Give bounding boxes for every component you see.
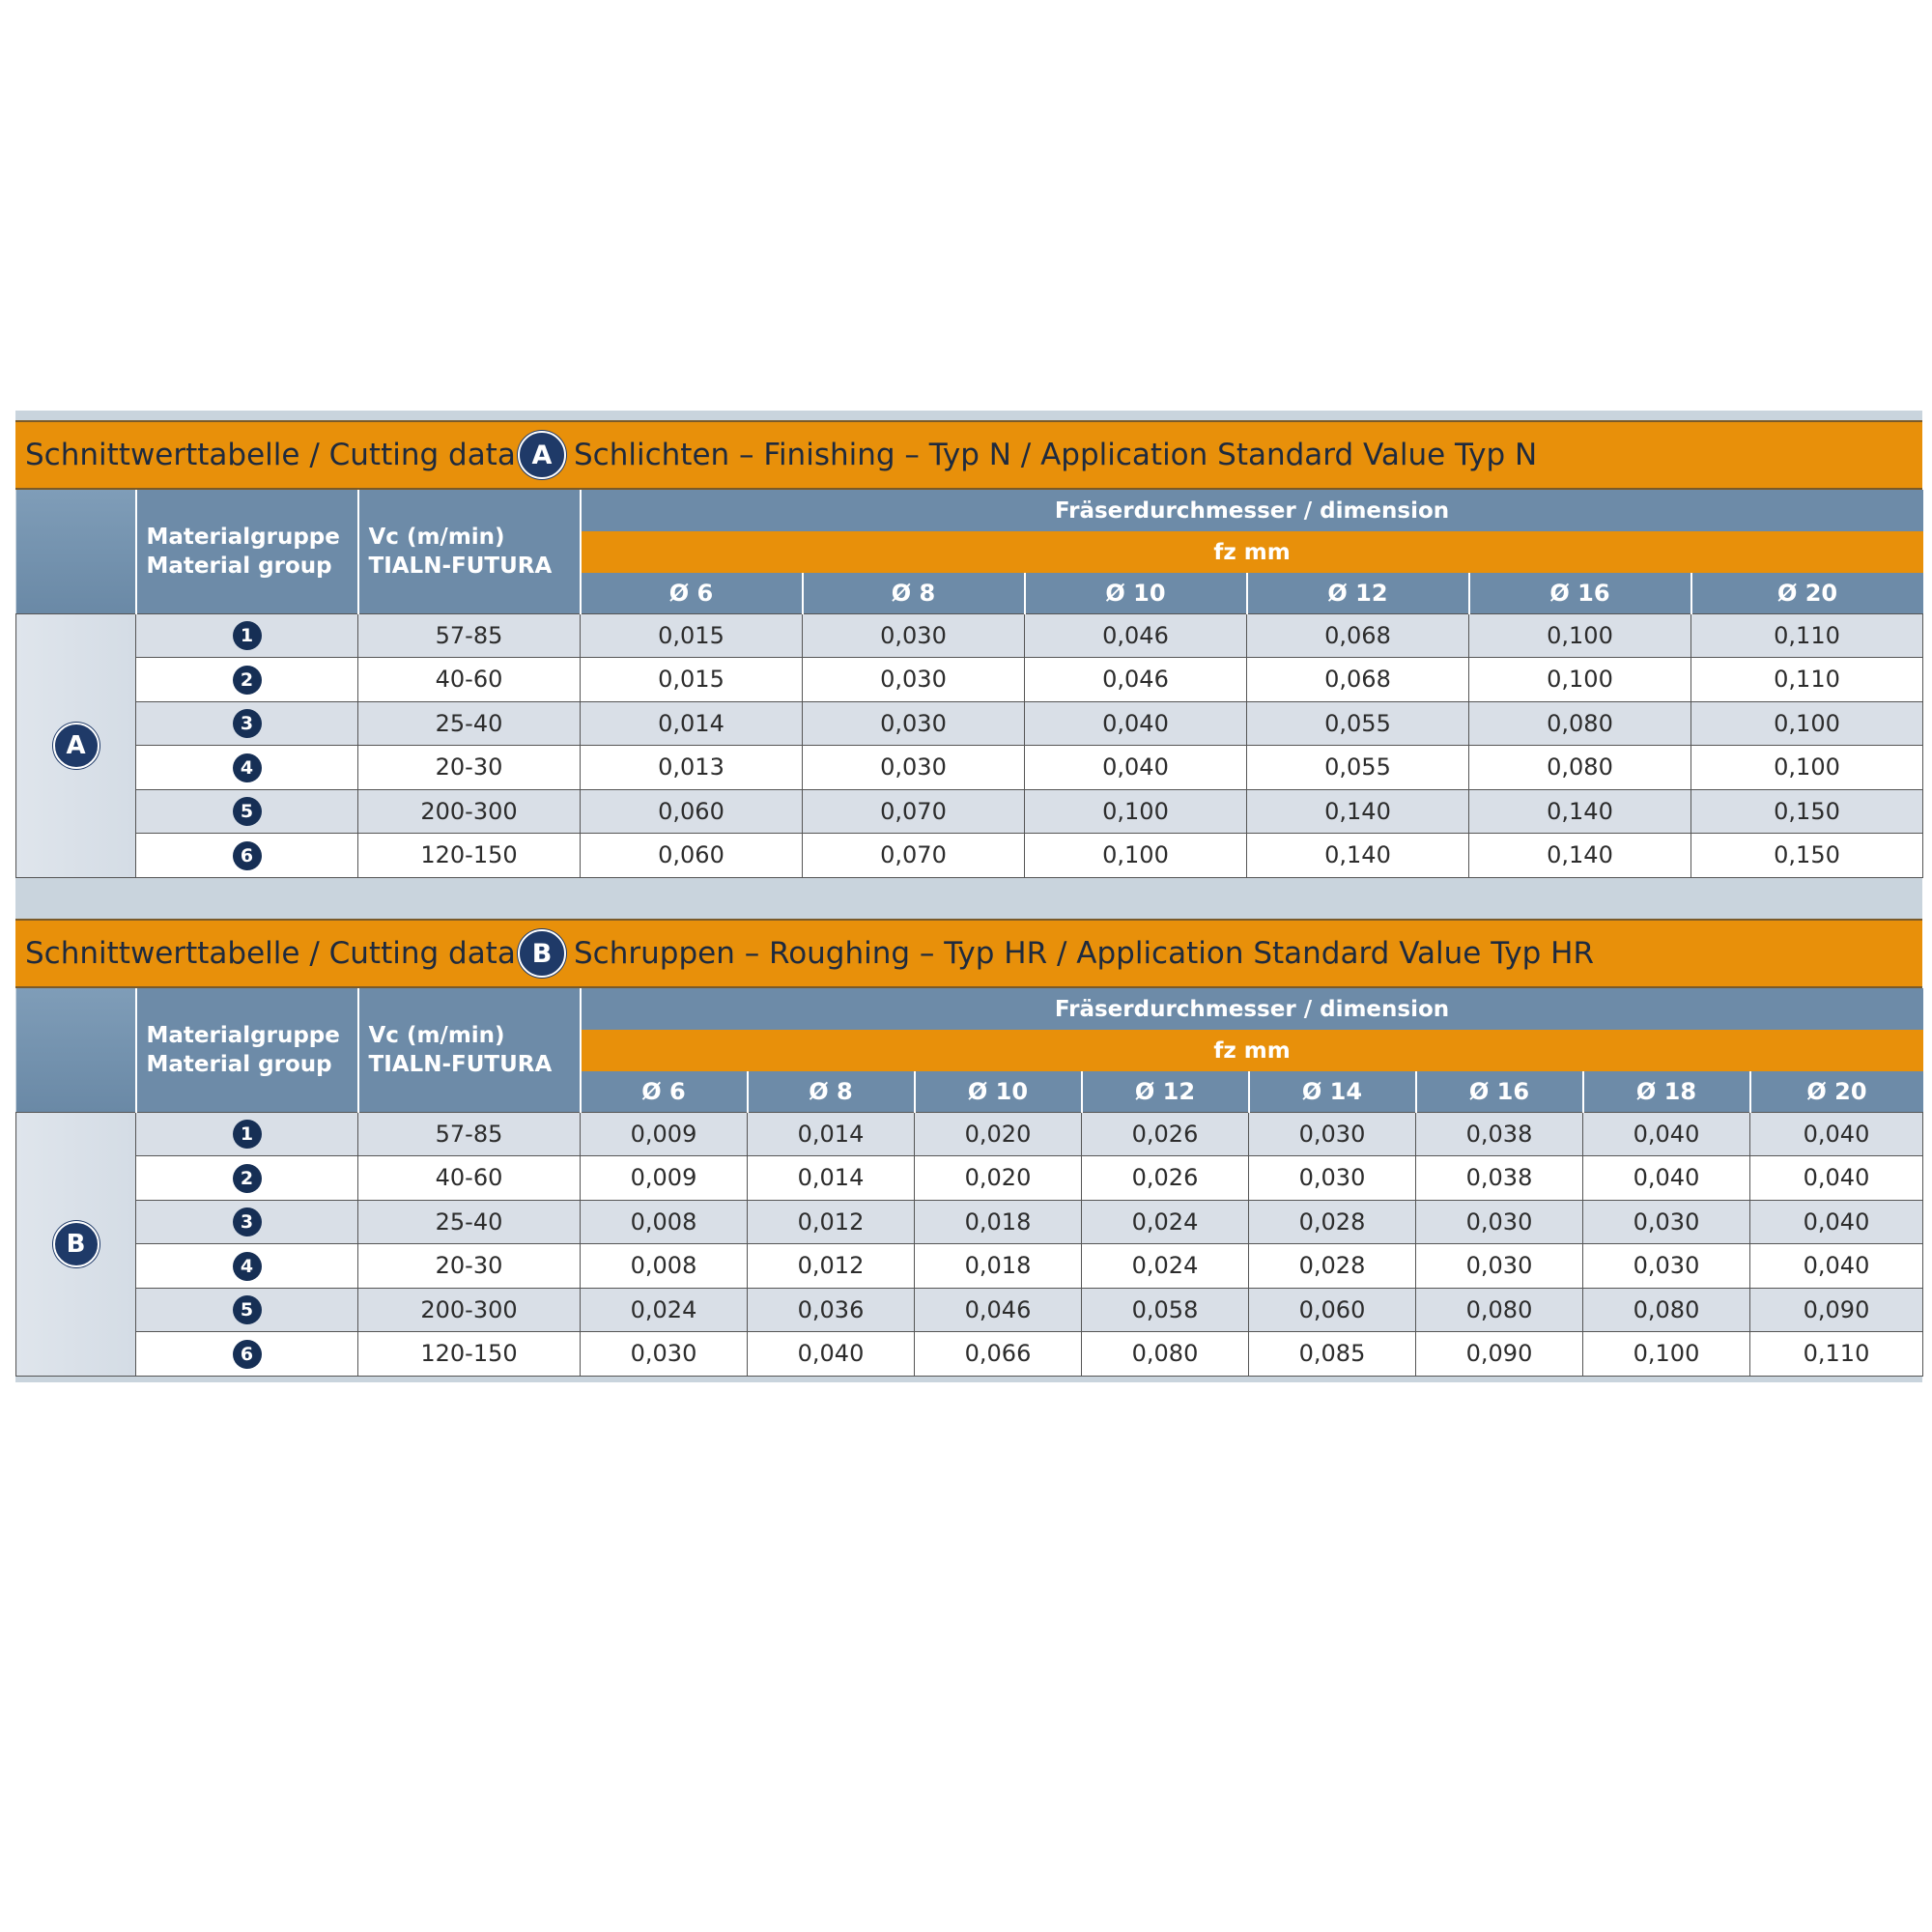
fz-cell: 0,028 <box>1249 1200 1416 1244</box>
fz-cell: 0,140 <box>1247 834 1469 878</box>
header-corner <box>16 988 136 1112</box>
fz-cell: 0,080 <box>1583 1288 1750 1332</box>
fz-cell: 0,080 <box>1469 746 1691 790</box>
fz-cell: 0,060 <box>1249 1288 1416 1332</box>
header-diameter: Ø 20 <box>1750 1071 1923 1112</box>
fz-cell: 0,100 <box>1469 658 1691 702</box>
fz-cell: 0,030 <box>803 701 1025 746</box>
vc-cell: 40-60 <box>358 1156 581 1201</box>
fz-cell: 0,070 <box>803 834 1025 878</box>
number-6-badge-icon: 6 <box>233 841 262 870</box>
fz-cell: 0,140 <box>1469 834 1691 878</box>
fz-cell: 0,100 <box>1025 789 1247 834</box>
table-title-bar <box>15 919 1922 988</box>
fz-cell: 0,100 <box>1025 834 1247 878</box>
fz-cell: 0,008 <box>581 1200 748 1244</box>
material-group-cell <box>136 1200 358 1244</box>
fz-cell: 0,030 <box>803 658 1025 702</box>
header-diameter: Ø 16 <box>1469 573 1691 613</box>
fz-cell: 0,028 <box>1249 1244 1416 1289</box>
fz-cell: 0,150 <box>1691 789 1923 834</box>
fz-cell: 0,060 <box>581 834 803 878</box>
fz-cell: 0,040 <box>748 1332 915 1377</box>
header-vc-coating: TIALN-FUTURA <box>368 1051 553 1077</box>
side-label-cell <box>16 613 136 877</box>
number-5-badge-icon: 5 <box>233 797 262 826</box>
fz-cell: 0,040 <box>1583 1112 1750 1156</box>
vc-cell: 25-40 <box>358 701 581 746</box>
header-diameter: Ø 6 <box>581 573 803 613</box>
vc-cell: 120-150 <box>358 834 581 878</box>
vc-cell: 120-150 <box>358 1332 581 1377</box>
number-3-badge-icon: 3 <box>233 1208 262 1236</box>
fz-cell: 0,090 <box>1416 1332 1583 1377</box>
header-material-de: Materialgruppe <box>146 1022 340 1048</box>
header-material-de: Materialgruppe <box>146 524 340 550</box>
fz-cell: 0,024 <box>1082 1244 1249 1289</box>
vc-cell: 57-85 <box>358 613 581 658</box>
fz-cell: 0,040 <box>1750 1200 1923 1244</box>
fz-cell: 0,009 <box>581 1112 748 1156</box>
fz-cell: 0,080 <box>1416 1288 1583 1332</box>
table-row <box>16 1332 1923 1377</box>
cutting-data-table-a <box>15 490 1923 878</box>
table-row <box>16 1112 1923 1156</box>
fz-cell: 0,055 <box>1247 746 1469 790</box>
fz-cell: 0,020 <box>915 1112 1082 1156</box>
header-material-en: Material group <box>146 1051 332 1077</box>
fz-cell: 0,030 <box>1583 1244 1750 1289</box>
material-group-cell <box>136 701 358 746</box>
fz-cell: 0,040 <box>1750 1156 1923 1201</box>
header-vc <box>358 490 581 613</box>
material-group-cell <box>136 834 358 878</box>
header-diameter: Ø 14 <box>1249 1071 1416 1112</box>
letter-a-badge-icon: A <box>53 723 99 769</box>
fz-cell: 0,040 <box>1025 701 1247 746</box>
fz-cell: 0,140 <box>1247 789 1469 834</box>
header-diameter: Ø 6 <box>581 1071 748 1112</box>
fz-cell: 0,068 <box>1247 658 1469 702</box>
header-material-en: Material group <box>146 553 332 579</box>
fz-cell: 0,040 <box>1750 1244 1923 1289</box>
header-diameter: Ø 12 <box>1247 573 1469 613</box>
fz-cell: 0,014 <box>581 701 803 746</box>
header-corner <box>16 490 136 613</box>
fz-cell: 0,110 <box>1691 613 1923 658</box>
header-fz: fz mm <box>581 1030 1923 1071</box>
fz-cell: 0,014 <box>748 1112 915 1156</box>
fz-cell: 0,046 <box>1025 658 1247 702</box>
header-material-group <box>136 490 358 613</box>
table-row <box>16 1156 1923 1201</box>
fz-cell: 0,030 <box>803 746 1025 790</box>
fz-cell: 0,046 <box>1025 613 1247 658</box>
fz-cell: 0,066 <box>915 1332 1082 1377</box>
header-diameter: Ø 8 <box>803 573 1025 613</box>
fz-cell: 0,026 <box>1082 1112 1249 1156</box>
fz-cell: 0,026 <box>1082 1156 1249 1201</box>
fz-cell: 0,060 <box>581 789 803 834</box>
material-group-cell <box>136 1288 358 1332</box>
fz-cell: 0,080 <box>1469 701 1691 746</box>
fz-cell: 0,100 <box>1691 701 1923 746</box>
table-row <box>16 1288 1923 1332</box>
cutting-data-table-b <box>15 988 1923 1377</box>
header-vc-unit: Vc (m/min) <box>368 524 505 550</box>
fz-cell: 0,100 <box>1583 1332 1750 1377</box>
number-6-badge-icon: 6 <box>233 1340 262 1369</box>
material-group-cell <box>136 789 358 834</box>
fz-cell: 0,036 <box>748 1288 915 1332</box>
fz-cell: 0,030 <box>1416 1244 1583 1289</box>
number-4-badge-icon: 4 <box>233 753 262 782</box>
fz-cell: 0,024 <box>1082 1200 1249 1244</box>
fz-cell: 0,055 <box>1247 701 1469 746</box>
fz-cell: 0,068 <box>1247 613 1469 658</box>
table-row <box>16 1244 1923 1289</box>
fz-cell: 0,030 <box>1583 1200 1750 1244</box>
header-dimension: Fräserdurchmesser / dimension <box>581 988 1923 1030</box>
fz-cell: 0,030 <box>1416 1200 1583 1244</box>
fz-cell: 0,038 <box>1416 1156 1583 1201</box>
fz-cell: 0,008 <box>581 1244 748 1289</box>
vc-cell: 200-300 <box>358 789 581 834</box>
header-diameter: Ø 20 <box>1691 573 1923 613</box>
fz-cell: 0,100 <box>1469 613 1691 658</box>
table-title-bar <box>15 420 1922 490</box>
fz-cell: 0,030 <box>1249 1156 1416 1201</box>
material-group-cell <box>136 746 358 790</box>
fz-cell: 0,030 <box>581 1332 748 1377</box>
cutting-data-sheet <box>15 411 1922 1382</box>
fz-cell: 0,110 <box>1750 1332 1923 1377</box>
vc-cell: 57-85 <box>358 1112 581 1156</box>
number-1-badge-icon: 1 <box>233 621 262 650</box>
fz-cell: 0,015 <box>581 658 803 702</box>
header-dimension: Fräserdurchmesser / dimension <box>581 490 1923 531</box>
fz-cell: 0,140 <box>1469 789 1691 834</box>
table-row <box>16 613 1923 658</box>
material-group-cell <box>136 1156 358 1201</box>
fz-cell: 0,090 <box>1750 1288 1923 1332</box>
fz-cell: 0,014 <box>748 1156 915 1201</box>
table-row <box>16 658 1923 702</box>
fz-cell: 0,009 <box>581 1156 748 1201</box>
table-title-left: Schnittwerttabelle / Cutting data <box>25 438 516 472</box>
fz-cell: 0,018 <box>915 1244 1082 1289</box>
number-5-badge-icon: 5 <box>233 1295 262 1324</box>
header-diameter: Ø 8 <box>748 1071 915 1112</box>
header-diameter: Ø 10 <box>915 1071 1082 1112</box>
table-row <box>16 1200 1923 1244</box>
fz-cell: 0,040 <box>1583 1156 1750 1201</box>
header-fz: fz mm <box>581 531 1923 573</box>
material-group-cell <box>136 613 358 658</box>
material-group-cell <box>136 1332 358 1377</box>
fz-cell: 0,012 <box>748 1200 915 1244</box>
table-row <box>16 789 1923 834</box>
number-2-badge-icon: 2 <box>233 1164 262 1193</box>
vc-cell: 40-60 <box>358 658 581 702</box>
fz-cell: 0,018 <box>915 1200 1082 1244</box>
header-vc-unit: Vc (m/min) <box>368 1022 505 1048</box>
fz-cell: 0,070 <box>803 789 1025 834</box>
number-2-badge-icon: 2 <box>233 666 262 695</box>
fz-cell: 0,015 <box>581 613 803 658</box>
fz-cell: 0,100 <box>1691 746 1923 790</box>
fz-cell: 0,038 <box>1416 1112 1583 1156</box>
header-diameter: Ø 12 <box>1082 1071 1249 1112</box>
material-group-cell <box>136 1244 358 1289</box>
letter-a-badge-icon: A <box>518 431 566 479</box>
table-row <box>16 746 1923 790</box>
fz-cell: 0,024 <box>581 1288 748 1332</box>
table-title-right: Schlichten – Finishing – Typ N / Application Standard Value Typ N <box>574 438 1538 472</box>
header-material-group <box>136 988 358 1112</box>
fz-cell: 0,110 <box>1691 658 1923 702</box>
fz-cell: 0,046 <box>915 1288 1082 1332</box>
vc-cell: 20-30 <box>358 1244 581 1289</box>
number-1-badge-icon: 1 <box>233 1120 262 1149</box>
fz-cell: 0,150 <box>1691 834 1923 878</box>
table-row <box>16 834 1923 878</box>
table-row <box>16 701 1923 746</box>
fz-cell: 0,030 <box>1249 1112 1416 1156</box>
vc-cell: 20-30 <box>358 746 581 790</box>
fz-cell: 0,040 <box>1750 1112 1923 1156</box>
letter-b-badge-icon: B <box>518 929 566 978</box>
vc-cell: 25-40 <box>358 1200 581 1244</box>
table-title-right: Schruppen – Roughing – Typ HR / Application Standard Value Typ HR <box>574 936 1595 971</box>
vc-cell: 200-300 <box>358 1288 581 1332</box>
table-title-left: Schnittwerttabelle / Cutting data <box>25 936 516 971</box>
number-3-badge-icon: 3 <box>233 709 262 738</box>
material-group-cell <box>136 658 358 702</box>
fz-cell: 0,040 <box>1025 746 1247 790</box>
header-vc-coating: TIALN-FUTURA <box>368 553 553 579</box>
header-diameter: Ø 18 <box>1583 1071 1750 1112</box>
header-diameter: Ø 10 <box>1025 573 1247 613</box>
fz-cell: 0,085 <box>1249 1332 1416 1377</box>
fz-cell: 0,012 <box>748 1244 915 1289</box>
fz-cell: 0,080 <box>1082 1332 1249 1377</box>
header-diameter: Ø 16 <box>1416 1071 1583 1112</box>
material-group-cell <box>136 1112 358 1156</box>
fz-cell: 0,030 <box>803 613 1025 658</box>
header-vc <box>358 988 581 1112</box>
fz-cell: 0,058 <box>1082 1288 1249 1332</box>
fz-cell: 0,020 <box>915 1156 1082 1201</box>
number-4-badge-icon: 4 <box>233 1252 262 1281</box>
letter-b-badge-icon: B <box>53 1221 99 1267</box>
fz-cell: 0,013 <box>581 746 803 790</box>
side-label-cell <box>16 1112 136 1376</box>
